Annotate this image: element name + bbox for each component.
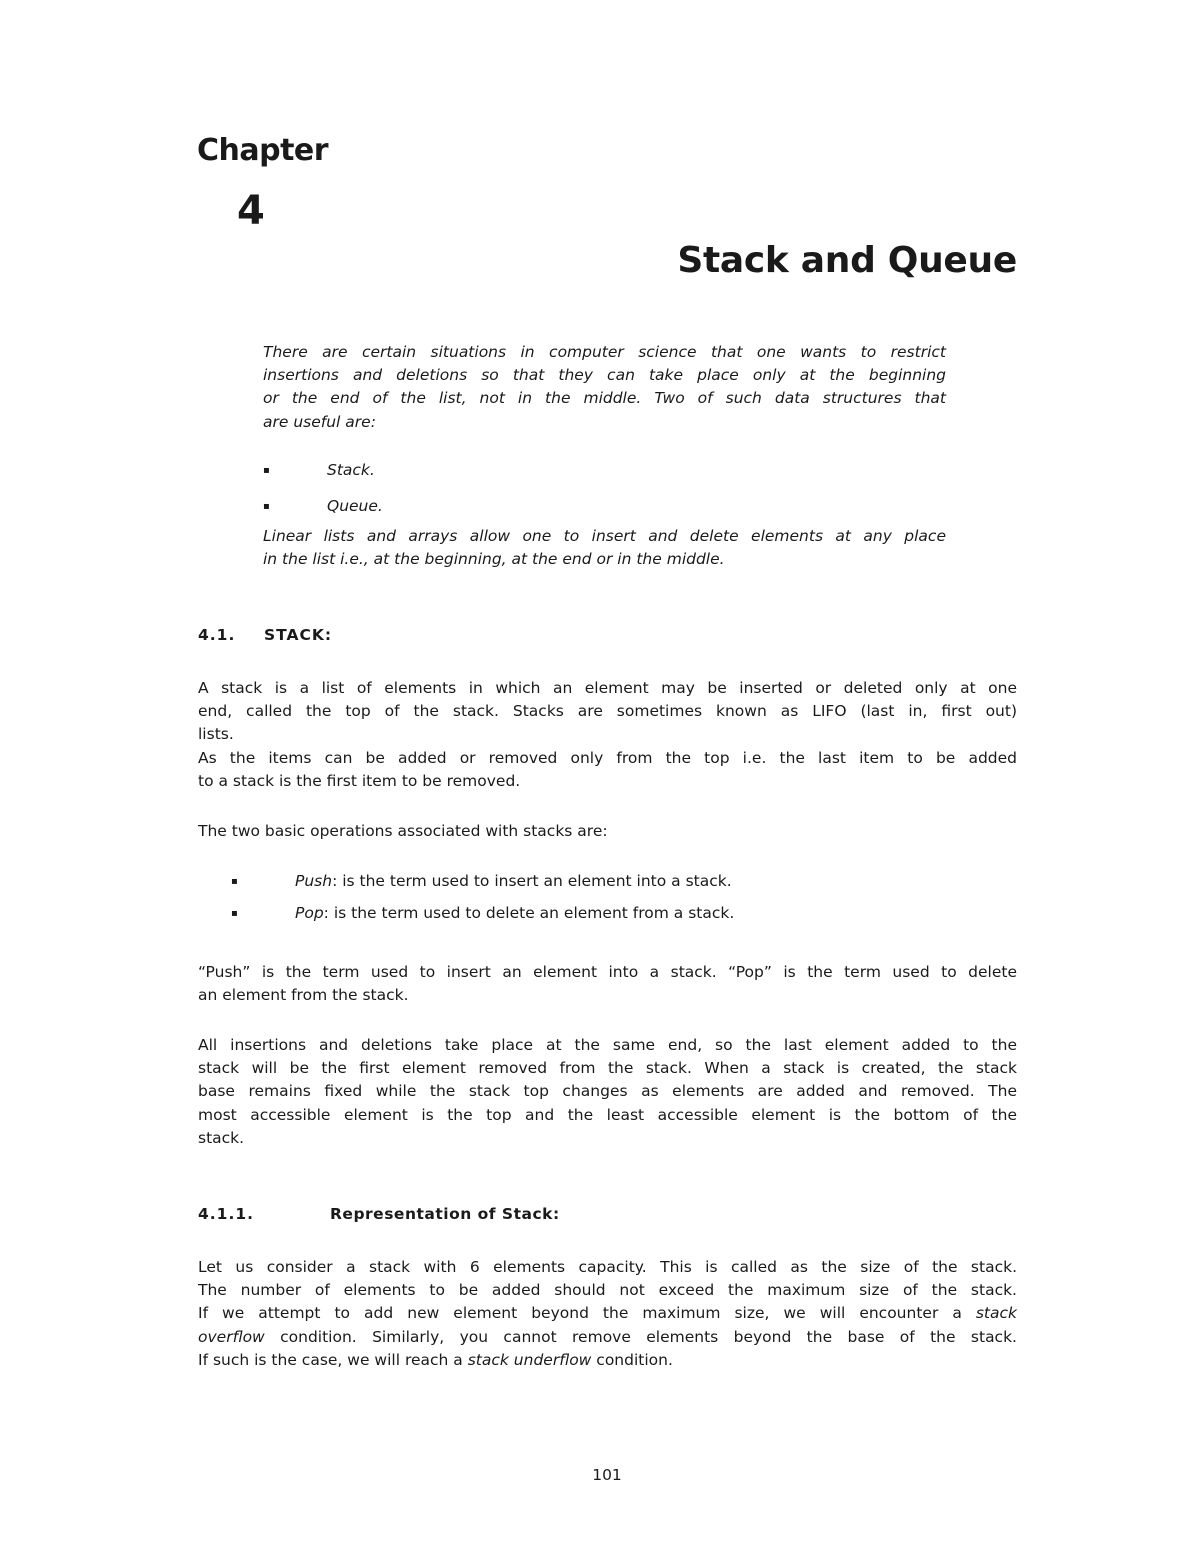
text-line: lists. [198,725,234,744]
text-line: base remains fixed while the stack top changes as elements are added and removed. The [198,1082,1017,1101]
paragraph: The two basic operations associated with stacks are: [198,822,608,840]
paragraph [198,677,1017,793]
text: condition. [591,1350,673,1369]
text-line: insertions and deletions so that they can take place only at the beginning [263,366,946,385]
paragraph [198,1034,1017,1150]
text-line [198,1349,1017,1372]
text-line: All insertions and deletions take place at the same end, so the last element added to the [198,1036,1017,1054]
emphasis: stack underflow [467,1350,592,1369]
text-line: The number of elements to be added should not exceed the maximum size of the stack. [198,1281,1017,1300]
list-item [263,459,946,482]
term-description: : is the term used to delete an element from a stack. [323,904,735,923]
term: Pop [295,904,324,923]
list-item-text: Queue. [327,497,383,516]
intro-paragraph [263,341,946,434]
text: If we attempt to add new element beyond the maximum size, we will encounter a [198,1304,976,1323]
emphasis: overflow [198,1327,265,1346]
subsection-heading: Representation of Stack: [330,1205,560,1223]
term: Push [295,872,333,890]
chapter-label: Chapter [197,133,329,168]
chapter-title: Stack and Queue [677,240,1017,281]
text-line: Let us consider a stack with 6 elements capacity. This is called as the size of the stack. [198,1258,1017,1276]
intro-list [263,459,946,518]
text: If such is the case, we will reach a [198,1350,468,1369]
text-line: As the items can be added or removed only from the top i.e. the last item to be added [198,748,1017,767]
list-item [231,870,734,893]
bullet-icon: ▪ [263,465,270,476]
bullet-icon: ▪ [263,501,270,513]
text: condition. Similarly, you cannot remove elements beyond the base of the stack. [264,1327,1017,1346]
operations-list [231,870,734,925]
paragraph [198,961,1017,1007]
text-line: in the list i.e., at the beginning, at the end or in the middle. [263,550,725,569]
text-line: most accessible element is the top and the least accessible element is the bottom of the [198,1105,1017,1124]
text-line: Linear lists and arrays allow one to insert and delete elements at any place [263,527,946,545]
subsection-number: 4.1.1. [198,1205,255,1223]
text-line: or the end of the list, not in the middle. Two of such data structures that [263,389,946,408]
text-line: stack will be the first element removed from the stack. When a stack is created, the stack [198,1059,1017,1078]
paragraph [198,1256,1017,1372]
bullet-icon: ▪ [231,908,238,920]
text-line: There are certain situations in computer science that one wants to restrict [263,343,946,361]
term-description: : is the term used to insert an element into a stack. [332,872,732,890]
emphasis: stack [975,1304,1017,1323]
bullet-icon: ▪ [231,876,238,887]
text-line: “Push” is the term used to insert an element into a stack. “Pop” is the term used to delete [198,963,1017,981]
text-line: end, called the top of the stack. Stacks are sometimes known as LIFO (last in, first out) [198,702,1017,721]
text-line: are useful are: [263,412,376,431]
page-number: 101 [592,1466,622,1484]
text-line: an element from the stack. [198,986,409,1005]
chapter-number: 4 [237,188,265,234]
text-line: stack. [198,1128,245,1147]
section-heading: STACK: [264,626,333,644]
text-line: A stack is a list of elements in which an element may be inserted or deleted only at one [198,679,1017,697]
section-number: 4.1. [198,626,236,644]
text-line [198,1302,1017,1325]
list-item-text: Stack. [327,461,375,479]
intro-closing [263,525,946,571]
text-line: to a stack is the first item to be removed. [198,771,521,790]
list-item [263,495,946,518]
list-item [231,902,734,925]
text-line [198,1326,1017,1349]
